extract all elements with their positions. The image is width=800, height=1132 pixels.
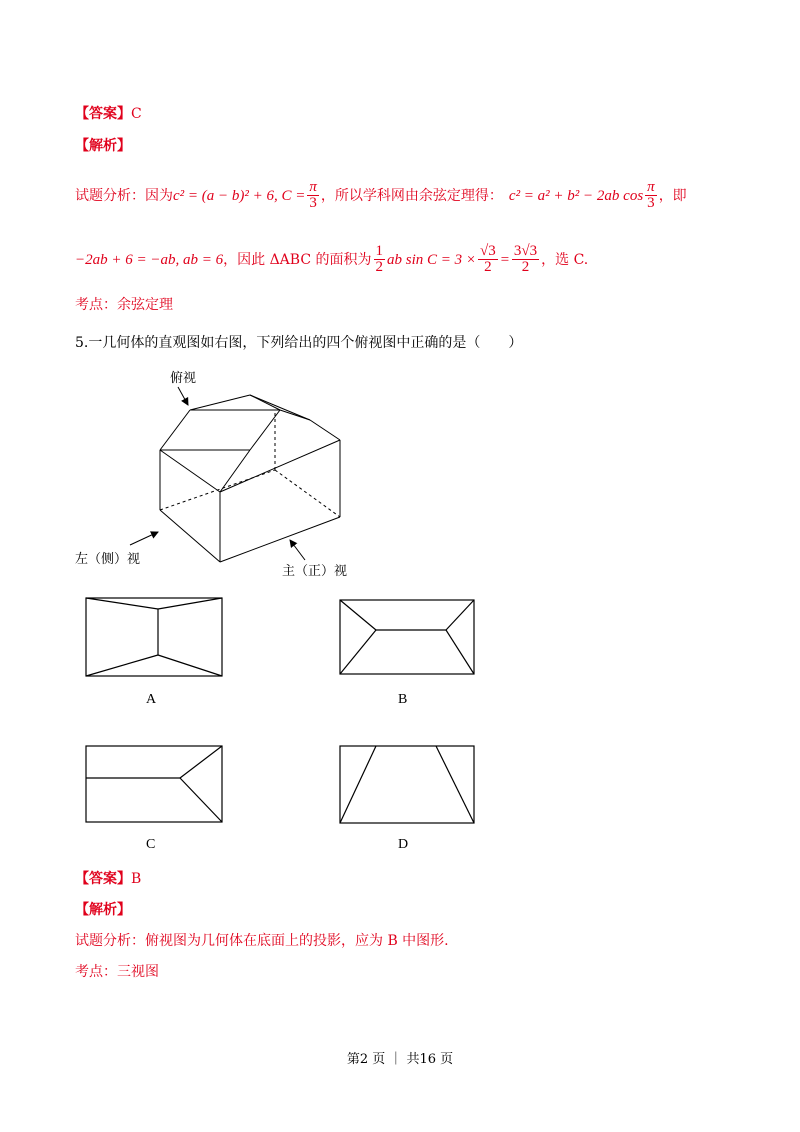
line2-suffix: ，选 C. xyxy=(541,251,589,268)
frac-den: 2 xyxy=(484,259,492,275)
answer-value: C xyxy=(131,106,142,122)
frac-den: 3 xyxy=(647,195,655,211)
frac-den: 3 xyxy=(309,195,317,211)
line2-equation: −2ab + 6 = −ab, ab = 6 xyxy=(75,251,224,268)
answer-value: B xyxy=(131,871,142,887)
label-front-view: 主（正）视 xyxy=(282,564,348,579)
answer-tag: 【答案】 xyxy=(75,106,131,122)
frac-num: 1 xyxy=(375,243,384,259)
frac-den: 2 xyxy=(375,259,384,275)
equals-sign: = xyxy=(499,251,510,268)
line1-equation-2: c² = a² + b² − 2ab cos xyxy=(508,187,644,204)
line1-suffix: ，即 xyxy=(658,187,687,204)
option-b-label: B xyxy=(398,692,408,707)
frac-num: π xyxy=(309,179,317,195)
line1-prefix: 试题分析：因为 xyxy=(75,187,173,204)
line2-mid: ，因此 ΔABC 的面积为 xyxy=(223,251,372,268)
label-left-view: 左（侧）视 xyxy=(75,552,141,567)
label-top-view: 俯视 xyxy=(170,371,197,386)
answer-tag: 【答案】 xyxy=(75,871,131,887)
page-footer: 第2 页 ｜ 共16 页 xyxy=(346,1052,454,1067)
q5-question: 5.一几何体的直观图如右图，下列给出的四个俯视图中正确的是（ ） xyxy=(75,335,523,351)
q4-analysis-tag: 【解析】 xyxy=(75,138,131,154)
q5-answer xyxy=(75,869,141,889)
line1-equation-1: c² = (a − b)² + 6, C = xyxy=(173,187,306,204)
option-c-label: C xyxy=(146,837,156,852)
q5-analysis-tag: 【解析】 xyxy=(75,902,131,918)
frac-den: 2 xyxy=(521,259,530,275)
option-a-label: A xyxy=(146,692,157,707)
frac-num: π xyxy=(647,179,655,195)
line1-mid: ，所以学科网由余弦定理得： xyxy=(320,187,503,204)
option-d-label: D xyxy=(398,837,409,852)
q4-kaodian: 考点：余弦定理 xyxy=(75,297,173,313)
frac-num: √3 xyxy=(480,243,496,259)
q5-analysis: 试题分析：俯视图为几何体在底面上的投影，应为 B 中图形. xyxy=(75,933,449,949)
line2-equation-2a: ab sin C = 3 × xyxy=(387,251,477,268)
frac-num: 3√3 xyxy=(513,243,538,259)
q5-kaodian: 考点：三视图 xyxy=(75,964,159,980)
